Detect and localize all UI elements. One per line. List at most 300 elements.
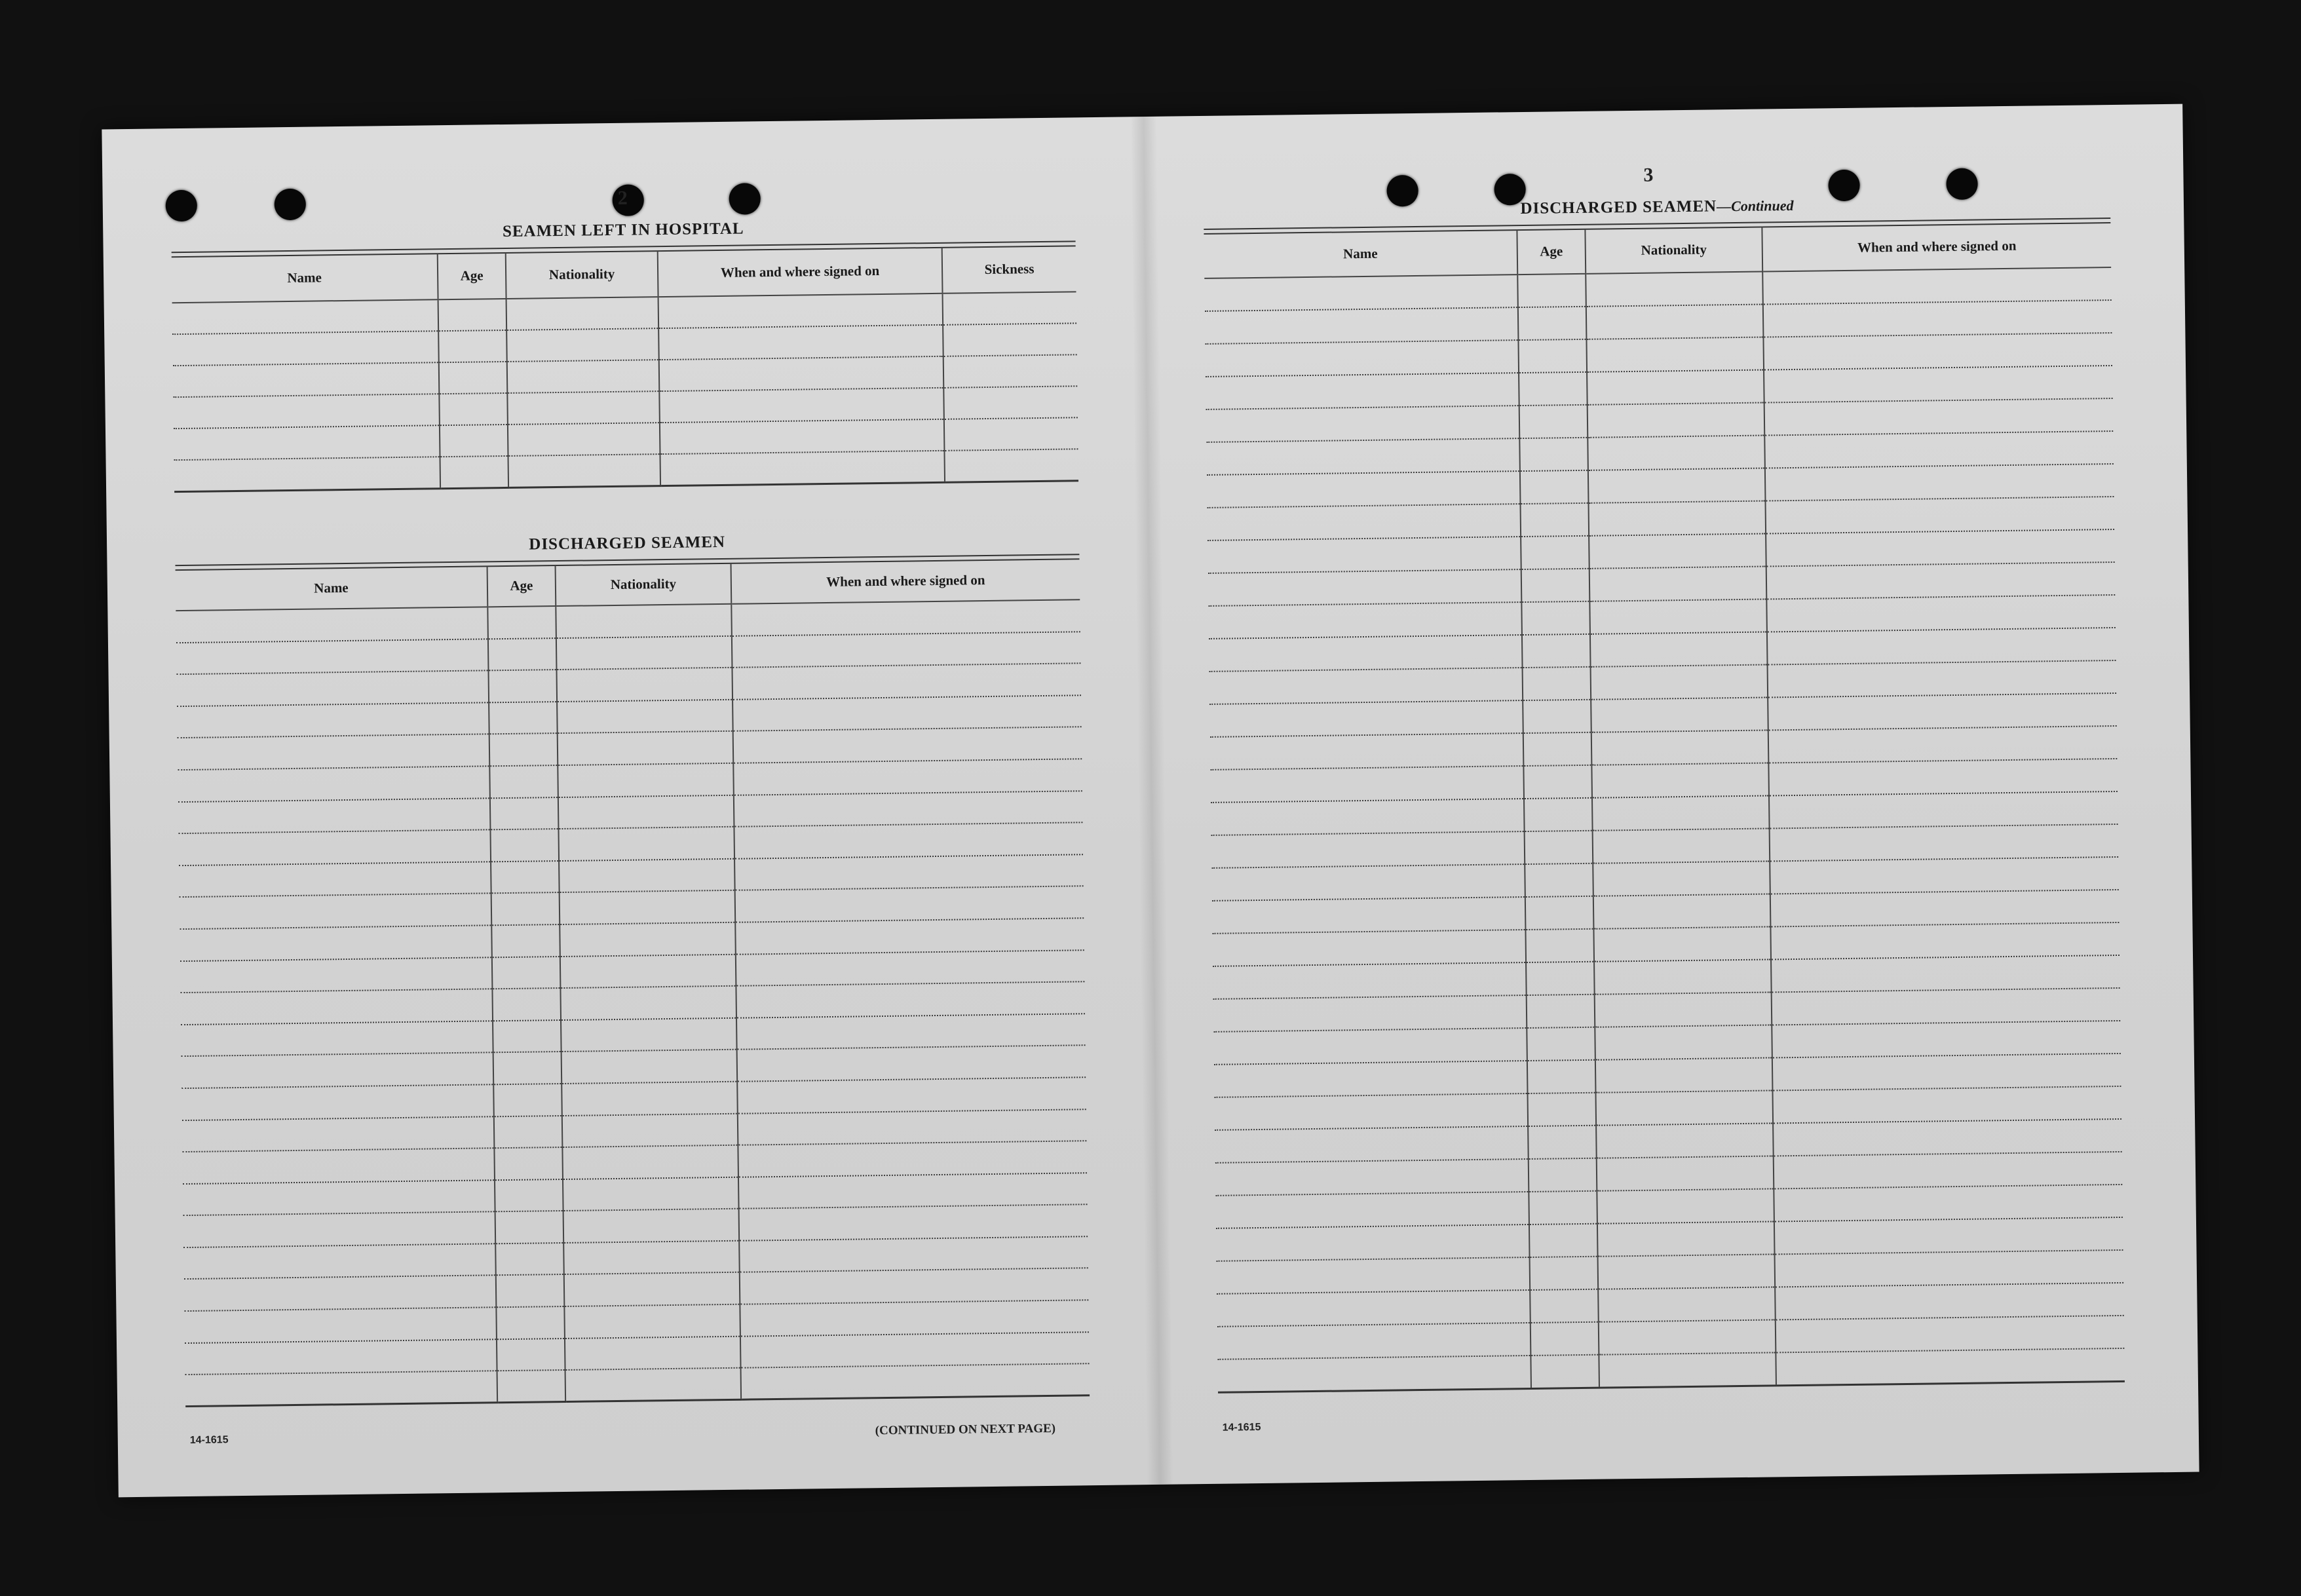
blank-entry-cell [1213,995,1527,1032]
blank-entry-cell [1768,693,2117,730]
blank-entry-cell [180,989,493,1024]
blank-entry-cell [1595,1025,1772,1059]
blank-entry-cell [1527,1027,1595,1061]
blank-entry-cell [944,417,1078,450]
col-header-name: Name [176,566,488,611]
blank-entry-cell [1523,732,1592,766]
blank-entry-cell [1770,922,2120,959]
blank-entry-cell [1588,403,1765,438]
discharged-continued-table-body [1204,267,2125,1392]
blank-entry-cell [1529,1191,1597,1225]
blank-entry-cell [560,986,736,1020]
blank-entry-cell [1597,1188,1774,1223]
blank-entry-cell [1212,930,1526,966]
blank-entry-cell [487,606,556,639]
blank-entry-cell [1768,759,2118,795]
blank-entry-cell [943,292,1077,324]
center-fold [1130,117,1173,1485]
blank-entry-cell [732,632,1081,668]
blank-entry-cell [556,636,732,670]
blank-entry-cell [1211,831,1525,868]
col-header-nationality: Nationality [556,563,732,606]
blank-entry-cell [1591,763,1769,797]
blank-entry-cell [1215,1093,1529,1130]
blank-entry-cell [172,299,439,334]
form-number-left: 14-1615 [189,1434,229,1446]
punch-hole [166,190,198,222]
blank-entry-cell [176,639,489,674]
blank-entry-cell [737,1077,1086,1113]
discharged-continued-title-suffix: —Continued [1716,197,1794,215]
blank-entry-cell [736,981,1085,1017]
blank-entry-cell [1599,1320,1776,1354]
blank-entry-cell [1772,1086,2121,1123]
discharged-table [176,559,1090,1407]
blank-entry-cell [1597,1156,1774,1190]
blank-entry-cell [1525,896,1594,930]
blank-entry-cell [1208,504,1521,541]
blank-entry-cell [178,734,490,770]
blank-entry-cell [182,1148,495,1183]
blank-entry-cell [439,393,508,425]
blank-entry-cell [562,1145,738,1179]
blank-entry-cell [734,791,1083,827]
blank-entry-cell [181,1084,494,1120]
blank-entry-cell [556,668,732,702]
blank-entry-cell [178,766,490,801]
blank-entry-cell [493,1020,561,1053]
blank-entry-cell [1523,700,1591,733]
blank-entry-cell [565,1368,742,1402]
blank-entry-cell [508,454,660,487]
blank-entry-cell [1775,1250,2124,1287]
blank-entry-cell [180,894,492,929]
blank-entry-cell [1205,340,1519,377]
blank-entry-cell [1776,1316,2125,1352]
blank-entry-cell [1776,1348,2125,1385]
blank-entry-cell [1529,1158,1597,1192]
blank-entry-cell [658,325,943,360]
blank-entry-cell [440,456,509,488]
blank-entry-cell [185,1371,498,1407]
blank-entry-cell [1591,730,1769,765]
blank-entry-cell [1523,765,1592,799]
blank-entry-cell [495,1211,564,1244]
blank-entry-cell [1206,373,1519,409]
document-sheet [102,104,2199,1498]
discharged-section-title: DISCHARGED SEAMEN [529,533,726,554]
blank-entry-cell [1216,1225,1530,1261]
blank-entry-cell [557,700,733,734]
blank-entry-cell [1598,1287,1776,1321]
blank-entry-cell [1527,995,1595,1028]
blank-entry-cell [1529,1224,1598,1257]
blank-entry-cell [1521,503,1589,537]
blank-entry-cell [735,886,1084,922]
blank-entry-cell [1763,300,2112,337]
blank-entry-cell [440,425,508,457]
blank-entry-cell [1208,569,1522,606]
blank-entry-cell [659,356,944,391]
blank-entry-cell [491,892,560,925]
blank-entry-cell [1764,431,2114,468]
blank-entry-cell [495,1243,564,1276]
blank-entry-cell [1519,372,1588,406]
blank-entry-cell [1215,1126,1529,1163]
col-header-when-where-signed-on: When and where signed on [658,248,943,297]
blank-entry-cell [1772,1021,2121,1057]
blank-entry-cell [1211,864,1525,901]
discharged-continued-title [1204,193,2110,222]
blank-entry-cell [488,638,557,671]
blank-entry-cell [738,1109,1087,1145]
blank-entry-cell [1213,962,1527,999]
blank-entry-cell [734,822,1083,858]
page-number-right: 3 [1643,164,1654,186]
blank-entry-cell [1593,894,1771,928]
blank-entry-cell [659,388,944,423]
blank-entry-cell [1211,799,1525,835]
blank-entry-cell [1588,468,1766,503]
blank-entry-cell [496,1306,565,1339]
col-header-age: Age [487,565,556,607]
blank-entry-cell [1765,497,2114,533]
blank-entry-cell [1774,1185,2123,1221]
hospital-table [172,246,1078,492]
col-header-age: Age [1517,229,1586,275]
blank-entry-cell [1592,795,1770,830]
blank-entry-cell [1205,307,1519,344]
blank-entry-cell [1589,501,1766,536]
blank-entry-cell [489,702,558,734]
blank-entry-cell [506,328,659,362]
blank-entry-cell [494,1147,563,1180]
blank-entry-cell [1217,1323,1531,1359]
blank-entry-cell [561,1017,737,1052]
blank-entry-cell [507,391,660,425]
blank-entry-cell [184,1276,497,1311]
blank-entry-cell [1593,861,1770,896]
blank-entry-cell [438,330,507,362]
blank-entry-cell [1520,470,1589,504]
blank-entry-cell [1217,1290,1531,1327]
blank-entry-cell [1213,1028,1527,1065]
blank-entry-cell [1524,798,1593,831]
blank-entry-cell [491,861,560,894]
blank-entry-cell [741,1363,1090,1399]
blank-entry-cell [1598,1254,1776,1289]
blank-entry-cell [1767,628,2116,664]
continued-on-next-page-note: (CONTINUED ON NEXT PAGE) [875,1421,1056,1438]
blank-entry-cell [173,394,440,428]
col-header-nationality: Nationality [506,251,658,299]
blank-entry-cell [180,925,492,960]
blank-entry-cell [1217,1257,1531,1294]
blank-entry-cell [1214,1061,1528,1097]
blank-entry-cell [497,1370,566,1403]
blank-entry-cell [1589,533,1766,568]
blank-entry-cell [1766,595,2116,632]
blank-entry-cell [1772,1054,2121,1090]
col-header-nationality: Nationality [1585,227,1762,274]
blank-entry-cell [1209,668,1523,704]
discharged-continued-title-main: DISCHARGED SEAMEN [1520,197,1717,218]
blank-entry-cell [1518,339,1587,373]
blank-entry-cell [739,1236,1088,1272]
blank-entry-cell [563,1241,740,1275]
blank-entry-cell [1590,632,1768,666]
blank-entry-cell [1217,1356,1531,1392]
blank-entry-cell [1599,1352,1776,1387]
blank-entry-cell [1597,1221,1775,1256]
blank-entry-cell [493,1052,562,1084]
blank-entry-cell [559,859,735,893]
blank-entry-cell [183,1244,496,1279]
blank-entry-cell [739,1205,1088,1241]
blank-entry-cell [558,795,734,829]
blank-entry-cell [1593,828,1770,863]
blank-entry-cell [1765,464,2114,501]
blank-entry-cell [1594,959,1772,994]
blank-entry-cell [1764,366,2113,402]
blank-entry-cell [558,731,734,765]
blank-entry-cell [173,362,440,397]
blank-entry-cell [1530,1257,1599,1290]
blank-entry-cell [1587,370,1764,405]
blank-entry-cell [1521,569,1590,602]
blank-entry-cell [1595,992,1772,1027]
blank-entry-cell [735,918,1084,954]
blank-entry-cell [1531,1322,1599,1356]
discharged-table-body [176,599,1090,1407]
blank-entry-cell [736,1014,1086,1050]
blank-entry-cell [738,1141,1087,1177]
blank-entry-cell [1595,1090,1773,1125]
blank-entry-cell [438,299,507,331]
blank-entry-cell [177,702,489,738]
blank-entry-cell [1773,1119,2122,1156]
col-header-name: Name [172,254,438,303]
blank-entry-cell [1774,1217,2123,1254]
blank-entry-cell [496,1274,565,1307]
blank-entry-cell [182,1116,495,1152]
blank-entry-cell [561,1082,738,1116]
blank-entry-cell [1770,824,2119,861]
blank-entry-cell [492,957,561,989]
blank-entry-cell [490,829,559,862]
blank-entry-cell [1212,897,1526,934]
blank-entry-cell [1593,926,1771,961]
blank-entry-cell [185,1339,497,1375]
blank-entry-cell [181,1053,494,1088]
col-header-name: Name [1204,230,1517,278]
blank-entry-cell [491,924,560,957]
blank-entry-cell [560,922,736,957]
blank-entry-cell [1209,635,1523,672]
blank-entry-cell [563,1209,740,1243]
blank-entry-cell [179,862,491,897]
blank-entry-cell [1528,1093,1597,1126]
blank-entry-cell [1527,1060,1596,1093]
blank-entry-cell [1208,602,1522,639]
blank-entry-cell [183,1180,495,1215]
blank-entry-cell [1586,272,1763,307]
blank-entry-cell [1762,267,2112,304]
blank-entry-cell [508,423,660,456]
blank-entry-cell [507,360,660,393]
punch-hole [729,183,761,215]
blank-entry-cell [737,1046,1086,1082]
blank-entry-cell [177,671,489,706]
blank-entry-cell [1586,305,1764,339]
blank-entry-cell [493,1084,562,1116]
blank-entry-cell [439,362,508,394]
blank-entry-cell [1208,537,1521,573]
blank-entry-cell [558,763,734,797]
blank-entry-cell [1206,438,1520,475]
col-header-when-where-signed-on: When and where signed on [731,559,1080,603]
blank-entry-cell [732,663,1081,699]
blank-entry-cell [1207,471,1521,508]
hospital-table-body [172,292,1078,491]
col-header-age: Age [438,253,506,299]
blank-entry-cell [1589,566,1767,601]
blank-entry-cell [565,1336,741,1370]
blank-entry-cell [1769,791,2118,828]
blank-entry-cell [943,386,1078,419]
blank-entry-cell [1589,599,1767,634]
blank-entry-cell [740,1268,1089,1304]
blank-entry-cell [1517,274,1586,307]
blank-entry-cell [1770,857,2119,894]
blank-entry-cell [172,331,439,366]
blank-entry-cell [556,604,732,638]
blank-entry-cell [560,890,736,924]
form-number-right: 14-1615 [1222,1422,1261,1434]
blank-entry-cell [1591,697,1768,732]
blank-entry-cell [1763,333,2112,370]
blank-entry-cell [489,733,558,766]
blank-entry-cell [1595,1057,1773,1092]
blank-entry-cell [558,827,734,861]
blank-entry-cell [506,297,659,330]
blank-entry-cell [180,957,493,993]
blank-entry-cell [732,695,1082,731]
blank-entry-cell [184,1307,497,1342]
blank-entry-cell [1518,307,1587,340]
blank-entry-cell [179,829,491,865]
blank-entry-cell [1521,536,1589,569]
discharged-continued-table [1204,223,2125,1393]
blank-entry-cell [1519,405,1588,438]
blank-entry-cell [488,670,557,702]
blank-entry-cell [1775,1283,2124,1320]
blank-entry-cell [734,854,1084,890]
blank-entry-cell [1586,337,1764,372]
blank-entry-cell [178,798,491,833]
blank-entry-cell [181,1021,493,1056]
blank-entry-cell [740,1300,1089,1336]
col-header-when-where-signed-on: When and where signed on [1762,223,2111,271]
page-number-left: 2 [617,187,628,209]
blank-entry-cell [1764,398,2114,435]
blank-entry-cell [1525,864,1593,897]
blank-entry-cell [1526,962,1595,995]
blank-entry-cell [1772,988,2121,1025]
blank-entry-cell [492,988,561,1021]
blank-entry-cell [1519,438,1588,471]
blank-entry-cell [740,1332,1090,1368]
blank-entry-cell [560,954,736,988]
blank-entry-cell [736,950,1085,986]
blank-entry-cell [1596,1123,1774,1158]
blank-entry-cell [562,1113,738,1147]
blank-entry-cell [660,451,945,485]
blank-entry-cell [944,449,1078,482]
blank-entry-cell [1770,890,2120,926]
blank-entry-cell [738,1173,1088,1209]
blank-entry-cell [176,607,488,642]
blank-entry-cell [1523,667,1591,700]
blank-entry-cell [1525,831,1593,864]
blank-entry-cell [1768,660,2117,697]
blank-entry-cell [1521,601,1590,635]
blank-entry-cell [733,727,1082,763]
blank-entry-cell [733,759,1082,795]
blank-entry-cell [564,1272,740,1306]
hospital-section-title: SEAMEN LEFT IN HOSPITAL [502,219,744,241]
blank-entry-cell [1588,436,1765,470]
blank-entry-cell [1209,700,1523,737]
blank-entry-cell [1530,1289,1599,1323]
blank-entry-cell [658,294,943,328]
blank-entry-cell [174,425,440,460]
blank-entry-cell [943,354,1078,387]
blank-entry-cell [943,323,1077,356]
blank-entry-cell [489,765,558,798]
blank-entry-cell [1528,1126,1597,1159]
blank-entry-cell [1768,726,2118,763]
blank-entry-cell [1591,664,1768,699]
blank-entry-cell [1771,955,2120,992]
blank-entry-cell [564,1304,740,1339]
blank-entry-cell [1210,766,1524,803]
blank-entry-cell [1774,1152,2123,1188]
blank-entry-cell [494,1116,563,1149]
blank-entry-cell [183,1212,496,1247]
punch-hole [274,189,306,221]
blank-entry-cell [1525,929,1594,962]
blank-entry-cell [660,419,945,454]
blank-entry-cell [1766,529,2115,566]
blank-entry-cell [1215,1159,1529,1196]
blank-entry-cell [1206,406,1520,442]
blank-entry-cell [561,1050,738,1084]
blank-entry-cell [495,1179,563,1212]
col-header-sickness: Sickness [942,246,1076,293]
blank-entry-cell [1204,275,1518,311]
blank-entry-cell [1522,634,1591,668]
blank-entry-cell [563,1177,739,1211]
blank-entry-cell [174,457,441,491]
blank-entry-cell [1766,562,2116,599]
blank-entry-cell [1215,1192,1529,1228]
blank-entry-cell [1531,1355,1599,1388]
blank-entry-cell [1210,733,1524,770]
blank-entry-cell [731,599,1080,636]
blank-entry-cell [490,797,559,830]
blank-entry-cell [497,1339,565,1371]
